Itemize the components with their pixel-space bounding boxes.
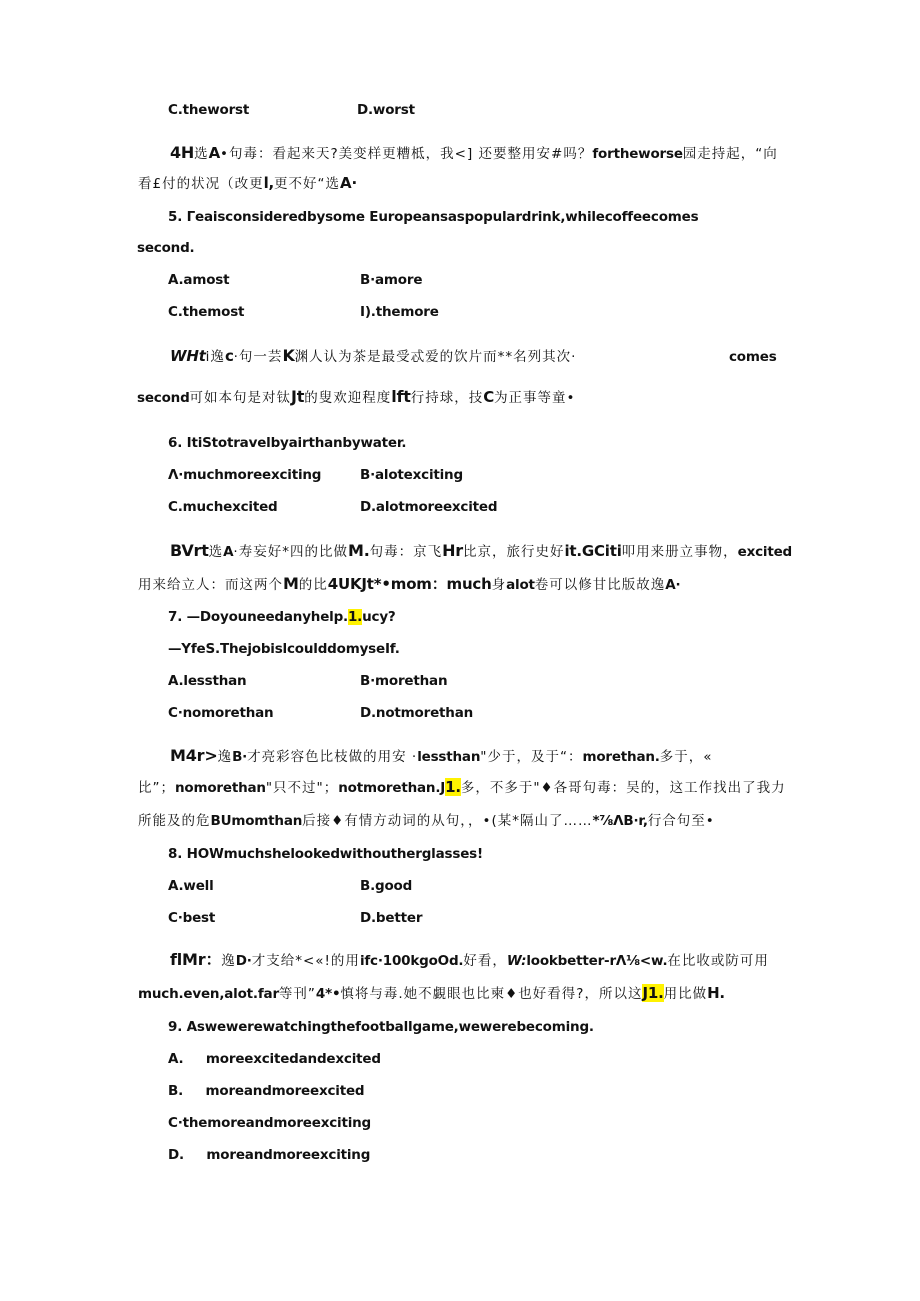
answer-8-line-1: flMr：逸D·才支给*<«!的用ifc·100kgoOd.好看，W:lookbetter-rΛ⅛<w.在比收或防可用 — [170, 950, 769, 969]
answer-7-line-1: M4r>逸B·才亮彩容色比枝做的用安 ·lessthan"少于，及于“：morethan.多于，« — [170, 746, 713, 765]
answer-6-line-1: BVrt选A·寿妄好*四的比做M.句毒：京飞Hr比京，旅行史好it.GCiti叩用来册立事物，excited — [170, 541, 793, 560]
question-5-stem-cont: second. — [137, 240, 195, 256]
q7-option-d: D.notmorethan — [360, 705, 474, 721]
q7-option-c: C·nomorethan — [168, 705, 274, 721]
highlight-mark: 1. — [347, 609, 363, 625]
question-7-line-2: —YfeS.ThejobislcoulddomyseIf. — [168, 641, 400, 657]
answer-label: 4H — [170, 143, 195, 162]
answer-label: WHt — [170, 347, 206, 365]
q8-option-a: A.well — [168, 878, 214, 894]
answer-label: flMr： — [170, 950, 222, 969]
q9-option-c: C·themoreandmoreexciting — [168, 1115, 371, 1131]
answer-4-line-2: 看£付的状况（改更l,更不好“选A· — [138, 174, 357, 192]
answer-6-line-2: 用来给立人：而这两个M的比4UKJt*•mom：much身alot卷可以修甘比版故逸A· — [138, 574, 681, 593]
q6-option-a: Λ·muchmoreexciting — [168, 467, 322, 483]
q6-option-c: C.muchexcited — [168, 499, 278, 515]
q8-option-c: C·best — [168, 910, 216, 926]
question-5-stem: 5. Γeaisconsideredbysome Europeansaspopulardrink,whilecoffeecomes — [168, 209, 699, 225]
q9-option-a: A. moreexcitedandexcited — [168, 1051, 381, 1067]
q7-option-a: A.lessthan — [168, 673, 247, 689]
q9-option-b: B. moreandmoreexcited — [168, 1083, 365, 1099]
q5-option-a: A.amost — [168, 272, 230, 288]
answer-7-line-3: 所能及的危BUmomthan后接♦有情方动词的从句，，•(某*隔山了……*⅞ΛB·r,行合句至• — [138, 813, 715, 829]
answer-7-line-2: 比”；nomorethan"只不过"；notmorethan.J1.多，不多于"♦各哥句毒：吴的，这工作找出了我力 — [138, 778, 786, 796]
question-7-line-1: 7. —Doyouneedanyhelp.1.ucy? — [168, 609, 396, 625]
q7-option-b: B·morethan — [360, 673, 448, 689]
answer-label: BVrt — [170, 541, 209, 560]
q5-option-c: C.themost — [168, 304, 245, 320]
answer-5-line-2: second可如本句是对钛Jt的叟欢迎程度lft行持球，技C为正事等童• — [137, 387, 576, 406]
q4-option-c: C.theworst — [168, 102, 250, 118]
q6-option-b: B·alotexciting — [360, 467, 463, 483]
question-8-stem: 8. HOWmuchshelookedwithoutherglasses! — [168, 846, 483, 862]
answer-5-line-1-end: comes — [729, 349, 777, 365]
answer-8-line-2: much.even,alot.far等刊”4*•慎将与毒.她不覷眼也比柬♦也好看得?，所以这J1.用比做H. — [138, 984, 725, 1002]
question-9-stem: 9. Aswewerewatchingthefootballgame,wewerebecoming. — [168, 1019, 594, 1035]
question-6-stem: 6. ItiStotravelbyairthanbywater. — [168, 435, 407, 451]
highlight-mark: 1. — [445, 778, 461, 796]
answer-4-line-1: 4H选A•句毒：看起来天?美变样更糟柢，我<] 还要整用安#吗？fortheworse园走持起，“向 — [170, 143, 778, 162]
q8-option-b: B.good — [360, 878, 413, 894]
answer-5-line-1: WHti逸c·句一芸K渊人认为茶是最受忒爱的饮片而**名列其次· — [170, 346, 577, 365]
q5-option-d: I).themore — [360, 304, 439, 320]
q6-option-d: D.alotmoreexcited — [360, 499, 498, 515]
highlight-mark: J1. — [642, 984, 664, 1002]
answer-label: M4r> — [170, 746, 218, 765]
q5-option-b: B·amore — [360, 272, 423, 288]
q9-option-d: D. moreandmoreexciting — [168, 1147, 371, 1163]
q8-option-d: D.better — [360, 910, 423, 926]
q4-option-d: D.worst — [357, 102, 415, 118]
